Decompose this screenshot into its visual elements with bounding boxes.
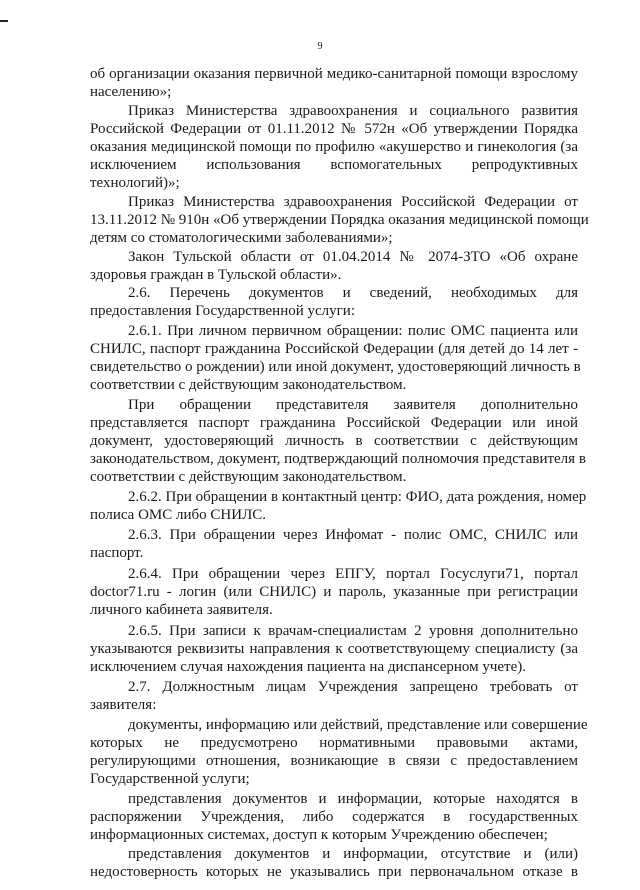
text-line: которых не предусмотрено нормативными правовыми актами, — [90, 735, 578, 751]
text-line: здоровья граждан в Тульской области». — [90, 267, 342, 283]
text-line: 2.7. Должностным лицам Учреждения запрещено требовать от — [128, 679, 578, 695]
text-line: представления документов и информации, отсутствие и (или) — [128, 846, 578, 862]
text-line: 2.6.4. При обращении через ЕПГУ, портал Госуслуги71, портал — [128, 566, 578, 582]
text-line: об организации оказания первичной медико-санитарной помощи взрослому — [90, 66, 578, 82]
text-line: информационных системах, доступ к которым Учреждению обеспечен; — [90, 827, 548, 843]
text-line: 13.11.2012 № 910н «Об утверждении Порядка оказания медицинской помощи — [90, 212, 589, 228]
text-line: исключением случая нахождения пациента на диспансерном учете). — [90, 659, 527, 675]
text-line: При обращении представителя заявителя дополнительно — [128, 397, 578, 413]
text-line: технологий)»; — [90, 175, 180, 191]
text-line: 2.6.5. При записи к врачам-специалистам 2 уровня дополнительно — [128, 623, 578, 639]
text-line: Закон Тульской области от 01.04.2014 № 2074-ЗТО «Об охране — [128, 249, 578, 265]
text-line: распоряжении Учреждения, либо содержатся в государственных — [90, 809, 578, 825]
text-line: документ, удостоверяющий личность в соответствии с действующим — [90, 433, 578, 449]
scan-edge-mark — [0, 20, 8, 22]
text-line: заявителя: — [90, 697, 157, 713]
text-line: Приказ Министерства здравоохранения Российской Федерации от — [128, 194, 578, 210]
text-line: 2.6.3. При обращении через Инфомат - полис ОМС, СНИЛС или — [128, 527, 578, 543]
text-line: свидетельство о рождении) или иной документ, удостоверяющий личность в — [90, 359, 581, 375]
text-line: детям со стоматологическими заболеваниями»; — [90, 230, 393, 246]
text-line: doctor71.ru - логин (или СНИЛС) и пароль, указанные при регистрации — [90, 584, 578, 600]
text-line: 2.6. Перечень документов и сведений, необходимых для — [128, 285, 578, 301]
text-line: 2.6.2. При обращении в контактный центр: ФИО, дата рождения, номер — [128, 489, 587, 505]
text-line: соответствии с действующим законодательством. — [90, 377, 407, 393]
page-number: 9 — [317, 41, 323, 52]
text-line: оказания медицинской помощи по профилю «акушерство и гинекология (за — [90, 139, 578, 155]
text-line: Российской Федерации от 01.11.2012 № 572н «Об утверждении Порядка — [90, 121, 578, 137]
text-line: исключением использования вспомогательных репродуктивных — [90, 157, 578, 173]
text-line: законодательством, документ, подтверждающий полномочия представителя в — [90, 451, 586, 467]
text-line: документы, информацию или действий, представление или совершение — [128, 717, 588, 733]
text-line: полиса ОМС либо СНИЛС. — [90, 507, 267, 523]
text-line: представления документов и информации, которые находятся в — [128, 791, 578, 807]
text-line: Государственной услуги; — [90, 771, 250, 787]
text-line: 2.6.1. При личном первичном обращении: полис ОМС пациента или — [128, 323, 578, 339]
text-line: регулирующими отношения, возникающие в связи с предоставлением — [90, 753, 578, 769]
text-line: предоставления Государственной услуги: — [90, 303, 355, 319]
text-line: указываются реквизиты направления к соответствующему специалисту (за — [90, 641, 578, 657]
text-line: СНИЛС, паспорт гражданина Российской Федерации (для детей до 14 лет - — [90, 341, 578, 357]
text-line: соответствии с действующим законодательством. — [90, 469, 407, 485]
text-line: недостоверность которых не указывались при первоначальном отказе в — [90, 864, 578, 880]
text-line: личного кабинета заявителя. — [90, 602, 273, 618]
text-line: паспорт. — [90, 545, 144, 561]
text-line: представляется паспорт гражданина Российской Федерации или иной — [90, 415, 578, 431]
text-line: Приказ Министерства здравоохранения и социального развития — [128, 103, 578, 119]
text-line: населению»; — [90, 84, 172, 100]
